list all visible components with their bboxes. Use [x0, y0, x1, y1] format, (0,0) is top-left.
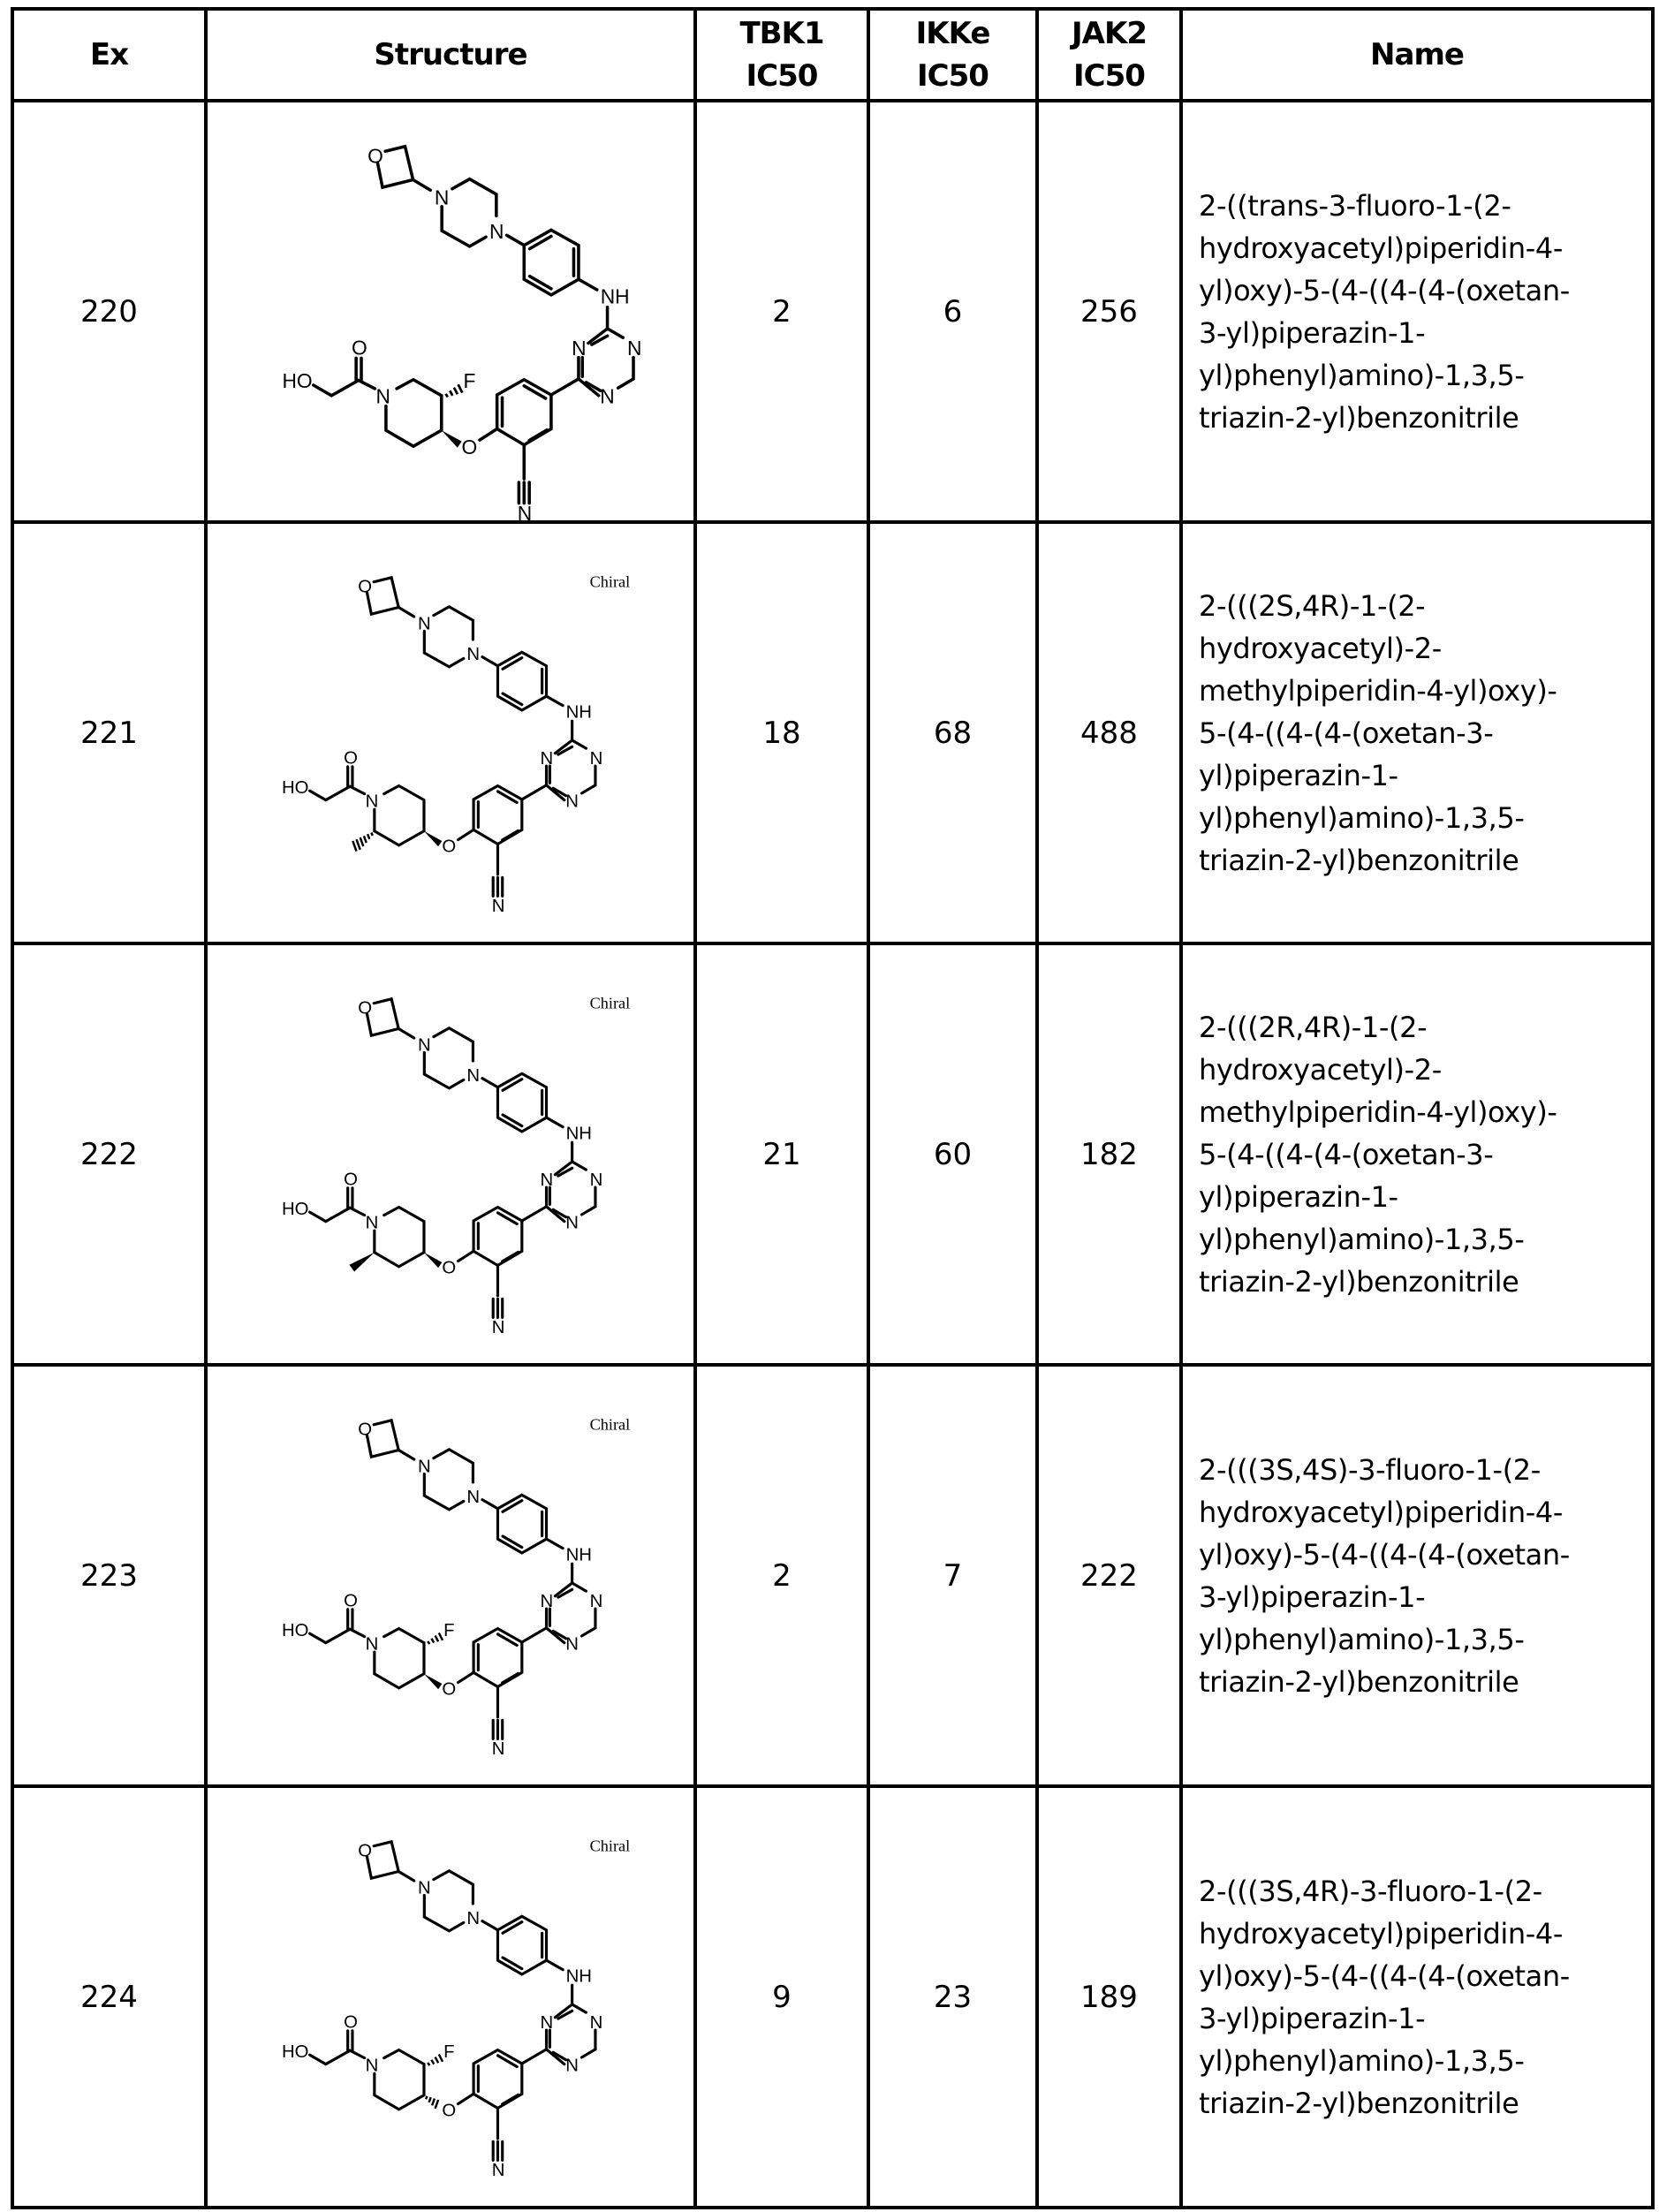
- triazine-n-label: N: [540, 1591, 554, 1611]
- chemical-structure-icon: [211, 106, 697, 521]
- ikke-ic50-value: 7: [868, 1365, 1037, 1786]
- header-structure: Structure: [206, 9, 695, 101]
- piperidine-n-label: N: [365, 1213, 379, 1233]
- compound-name: [1181, 1365, 1653, 1786]
- triazine-n-label: N: [572, 337, 587, 360]
- compound-name-line: yl)phenyl)amino)-1,3,5-: [1199, 800, 1525, 835]
- piperidine-n-label: N: [375, 384, 390, 408]
- triazine-n-label: N: [540, 2012, 554, 2033]
- piperazine-n1-label: N: [417, 1035, 431, 1056]
- nitrile-n-label: N: [517, 502, 533, 521]
- table-row: [12, 101, 1653, 522]
- triazine-n-label: N: [589, 1591, 603, 1611]
- ether-oxygen-label: O: [442, 1679, 457, 1700]
- piperazine-n4-label: N: [466, 1909, 481, 1929]
- svg-text:F: F: [463, 369, 476, 393]
- chiral-label: Chiral: [589, 994, 631, 1012]
- compound-name-line: 3-yl)piperazin-1-: [1199, 1579, 1426, 1614]
- ether-oxygen-label: O: [442, 837, 457, 857]
- compound-name: [1181, 101, 1653, 522]
- compound-name-line: yl)phenyl)amino)-1,3,5-: [1199, 2043, 1525, 2078]
- compound-name-line: triazin-2-yl)benzonitrile: [1199, 400, 1519, 435]
- chiral-label: Chiral: [589, 1837, 631, 1855]
- piperidine-n-label: N: [365, 1634, 379, 1655]
- tbk1-ic50-value: 21: [695, 943, 868, 1365]
- nitrile-n-label: N: [491, 2160, 505, 2180]
- triazine-n-label: N: [540, 1170, 554, 1190]
- structure-cell: [206, 1786, 695, 2208]
- amine-nh-label: NH: [565, 1545, 593, 1565]
- triazine-n-label: N: [565, 792, 579, 812]
- chiral-label: Chiral: [589, 1415, 631, 1434]
- table-row: [12, 943, 1653, 1365]
- triazine-n-label: N: [589, 1170, 603, 1190]
- compound-name-line: 3-yl)piperazin-1-: [1199, 2001, 1426, 2035]
- compound-name-line: triazin-2-yl)benzonitrile: [1199, 2086, 1519, 2120]
- table-row: [12, 522, 1653, 943]
- compound-name-line: hydroxyacetyl)piperidin-4-: [1199, 1916, 1563, 1951]
- carbonyl-oxygen-label: O: [344, 1591, 358, 1611]
- piperazine-n4-label: N: [466, 645, 481, 665]
- tbk1-ic50-value: 18: [695, 522, 868, 943]
- triazine-n-label: N: [626, 337, 642, 360]
- compound-name-line: yl)piperazin-1-: [1199, 1179, 1398, 1214]
- compound-name-line: yl)phenyl)amino)-1,3,5-: [1199, 1622, 1525, 1656]
- compound-name-line: yl)phenyl)amino)-1,3,5-: [1199, 358, 1525, 392]
- ether-oxygen-label: O: [442, 2101, 457, 2121]
- compound-name: [1181, 943, 1653, 1365]
- header-name: Name: [1181, 9, 1653, 101]
- compound-name-line: methylpiperidin-4-yl)oxy)-: [1199, 1095, 1557, 1129]
- jak2-ic50-value: 256: [1037, 101, 1181, 522]
- piperazine-n1-label: N: [417, 614, 431, 634]
- example-number: 223: [12, 1365, 206, 1786]
- triazine-n-label: N: [565, 2056, 579, 2076]
- structure-cell: [206, 1365, 695, 1786]
- compound-name-line: yl)piperazin-1-: [1199, 758, 1398, 792]
- table-row: [12, 1786, 1653, 2208]
- compound-name-line: 5-(4-((4-(4-(oxetan-3-: [1199, 1137, 1494, 1171]
- triazine-n-label: N: [565, 1213, 579, 1233]
- compound-name-line: methylpiperidin-4-yl)oxy)-: [1199, 673, 1557, 708]
- header-ikke-ic50: IKKe IC50: [868, 9, 1037, 101]
- compound-name-line: hydroxyacetyl)piperidin-4-: [1199, 231, 1563, 265]
- example-number: 220: [12, 101, 206, 522]
- ikke-ic50-value: 23: [868, 1786, 1037, 2208]
- hydroxyl-label: HO: [282, 369, 313, 393]
- jak2-ic50-value: 222: [1037, 1365, 1181, 1786]
- compound-name-line: 2-(((2S,4R)-1-(2-: [1199, 588, 1426, 623]
- nitrile-n-label: N: [491, 896, 505, 916]
- header-row: [12, 9, 1653, 101]
- carbonyl-oxygen-label: O: [344, 2012, 358, 2033]
- compound-name-line: triazin-2-yl)benzonitrile: [1199, 1264, 1519, 1299]
- oxetane-oxygen-label: O: [358, 1420, 373, 1440]
- compound-name-line: yl)oxy)-5-(4-((4-(4-(oxetan-: [1199, 1537, 1570, 1572]
- compound-name-line: 3-yl)piperazin-1-: [1199, 315, 1426, 350]
- compound-name-line: hydroxyacetyl)piperidin-4-: [1199, 1495, 1563, 1529]
- compound-name-line: 2-(((3S,4R)-3-fluoro-1-(2-: [1199, 1874, 1542, 1908]
- compound-name-line: triazin-2-yl)benzonitrile: [1199, 843, 1519, 877]
- example-number: 222: [12, 943, 206, 1365]
- piperidine-n-label: N: [365, 2056, 379, 2076]
- carbonyl-oxygen-label: O: [344, 748, 358, 769]
- compound-name-line: triazin-2-yl)benzonitrile: [1199, 1664, 1519, 1699]
- header-tbk1-ic50: TBK1 IC50: [695, 9, 868, 101]
- hydroxyl-label: HO: [281, 1199, 309, 1219]
- chiral-label: Chiral: [589, 572, 631, 591]
- structure-cell: [206, 101, 695, 522]
- amine-nh-label: NH: [565, 702, 593, 723]
- triazine-n-label: N: [589, 748, 603, 769]
- compound-name: [1181, 522, 1653, 943]
- ikke-ic50-value: 68: [868, 522, 1037, 943]
- header-ex: Ex: [12, 9, 206, 101]
- triazine-n-label: N: [565, 1634, 579, 1655]
- compound-name-line: 2-((trans-3-fluoro-1-(2-: [1199, 188, 1511, 223]
- oxetane-oxygen-label: O: [358, 577, 373, 597]
- jak2-ic50-value: 488: [1037, 522, 1181, 943]
- hydroxyl-label: HO: [281, 1620, 309, 1640]
- piperidine-n-label: N: [365, 792, 379, 812]
- compound-name-line: hydroxyacetyl)-2-: [1199, 631, 1442, 665]
- compound-name-line: 2-(((3S,4S)-3-fluoro-1-(2-: [1199, 1452, 1541, 1487]
- piperazine-n1-label: N: [417, 1457, 431, 1477]
- structure-cell: [206, 943, 695, 1365]
- ikke-ic50-value: 60: [868, 943, 1037, 1365]
- amine-nh-label: NH: [565, 1966, 593, 1987]
- compound-name-line: hydroxyacetyl)-2-: [1199, 1052, 1442, 1087]
- jak2-ic50-value: 189: [1037, 1786, 1181, 2208]
- oxetane-oxygen-label: O: [358, 1841, 373, 1861]
- hydroxyl-label: HO: [281, 777, 309, 798]
- piperazine-n4-label: N: [489, 220, 504, 244]
- chemical-structure-icon: [211, 1792, 697, 2207]
- compound-name-line: yl)phenyl)amino)-1,3,5-: [1199, 1222, 1525, 1256]
- chemical-structure-icon: [211, 1370, 697, 1785]
- structure-cell: [206, 522, 695, 943]
- tbk1-ic50-value: 2: [695, 101, 868, 522]
- carbonyl-oxygen-label: O: [344, 1170, 358, 1190]
- svg-text:F: F: [443, 1620, 455, 1640]
- compound-name-line: 2-(((2R,4R)-1-(2-: [1199, 1010, 1428, 1044]
- tbk1-ic50-value: 9: [695, 1786, 868, 2208]
- tbk1-ic50-value: 2: [695, 1365, 868, 1786]
- triazine-n-label: N: [600, 384, 615, 408]
- chemical-structure-icon: F O N N NH N N N N O N O HO Chiral: [281, 572, 631, 916]
- piperazine-n4-label: N: [466, 1488, 481, 1508]
- compound-name-line: 5-(4-((4-(4-(oxetan-3-: [1199, 716, 1494, 750]
- header-jak2-ic50: JAK2 IC50: [1037, 9, 1181, 101]
- amine-nh-label: NH: [565, 1124, 593, 1144]
- hydroxyl-label: HO: [281, 2042, 309, 2062]
- ether-oxygen-label: O: [461, 435, 478, 458]
- table-row: [12, 1365, 1653, 1786]
- ether-oxygen-label: O: [442, 1258, 457, 1278]
- piperazine-n1-label: N: [434, 186, 450, 209]
- piperazine-n4-label: N: [466, 1066, 481, 1087]
- triazine-n-label: N: [540, 748, 554, 769]
- example-number: 221: [12, 522, 206, 943]
- svg-text:F: F: [443, 2042, 455, 2062]
- compound-name: [1181, 1786, 1653, 2208]
- triazine-n-label: N: [589, 2012, 603, 2033]
- oxetane-oxygen-label: O: [358, 998, 373, 1019]
- nitrile-n-label: N: [491, 1317, 505, 1337]
- chemical-structure-icon: F O N N NH N N N N O N O HO Chiral: [281, 994, 631, 1337]
- jak2-ic50-value: 182: [1037, 943, 1181, 1365]
- ikke-ic50-value: 6: [868, 101, 1037, 522]
- nitrile-n-label: N: [491, 1739, 505, 1759]
- piperazine-n1-label: N: [417, 1878, 431, 1898]
- compound-activity-table: [11, 7, 1655, 2209]
- example-number: 224: [12, 1786, 206, 2208]
- oxetane-oxygen-label: O: [367, 144, 383, 168]
- compound-name-line: yl)oxy)-5-(4-((4-(4-(oxetan-: [1199, 273, 1570, 307]
- carbonyl-oxygen-label: O: [352, 336, 367, 360]
- compound-name-line: yl)oxy)-5-(4-((4-(4-(oxetan-: [1199, 1958, 1570, 1993]
- amine-nh-label: NH: [600, 284, 630, 308]
